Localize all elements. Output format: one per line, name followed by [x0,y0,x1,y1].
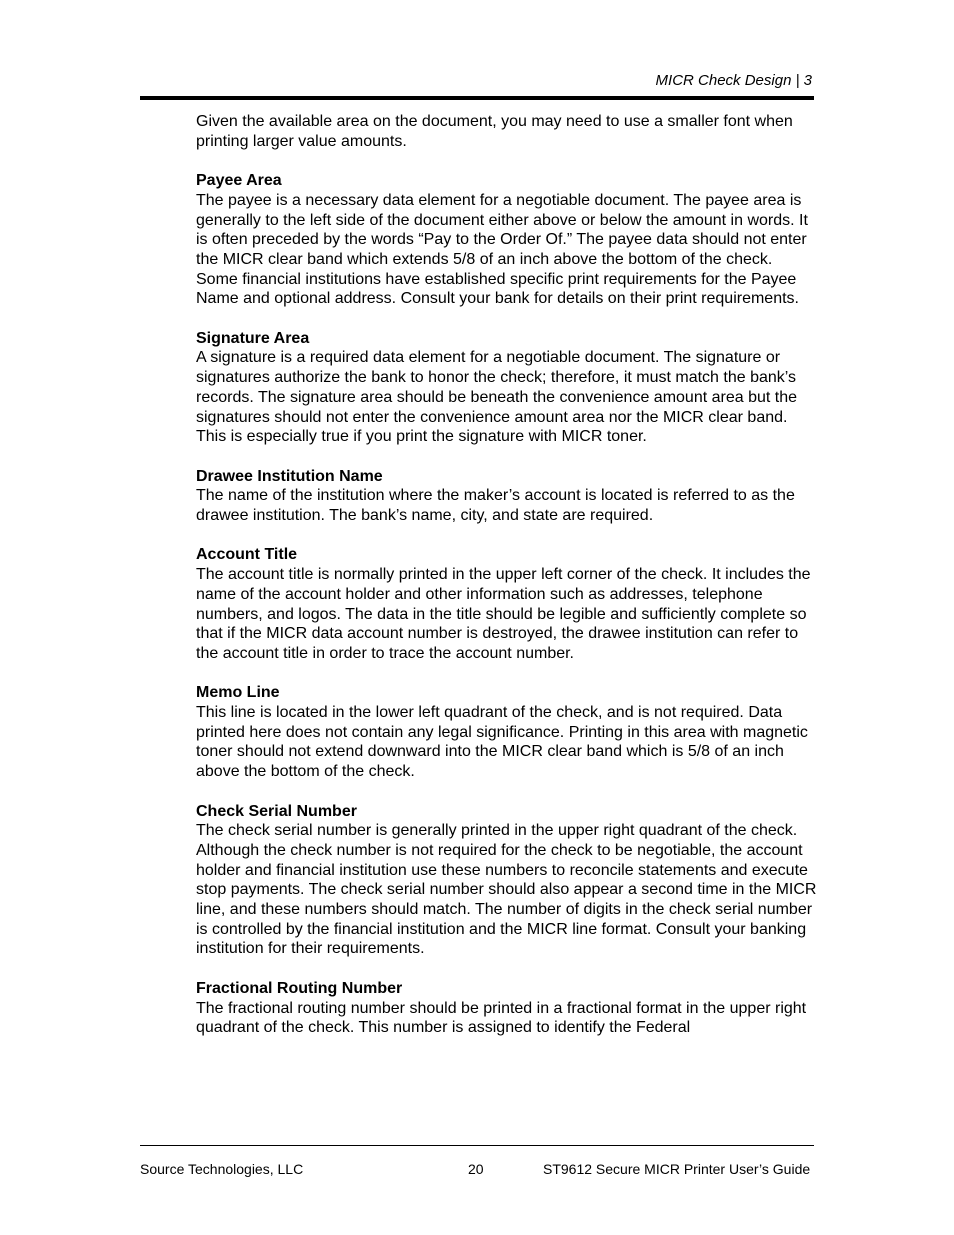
section-drawee-institution-name [196,467,818,526]
section-heading: Check Serial Number [196,802,357,820]
footer-rule [140,1145,814,1146]
section-heading: Drawee Institution Name [196,467,383,485]
section-heading: Account Title [196,546,298,564]
page-body [196,112,818,1038]
running-header: MICR Check Design | 3 [655,72,812,89]
section-body: The account title is normally printed in the upper left corner of the check. It includes the name of the account holder and other information such as addresses, telephone numbers, and logos. The data in the title should be legible and sufficiently complete so that if the MICR data account number is destroyed, the drawee institution can refer to the account title in order to trace the account number. [196,566,811,662]
section-body: The fractional routing number should be printed in a fractional format in the upper right quadrant of the check. This number is assigned to identify the Federal [196,999,807,1037]
section-heading: Fractional Routing Number [196,979,403,997]
section-body: The name of the institution where the maker’s account is located is referred to as the drawee institution. The bank’s name, city, and state are required. [196,487,795,525]
section-fractional-routing-number [196,979,818,1038]
section-heading: Memo Line [196,684,280,702]
intro-paragraph: Given the available area on the document, you may need to use a smaller font when printing larger value amounts. [196,113,793,150]
section-body: A signature is a required data element for a negotiable document. The signature or signatures authorize the bank to honor the check; therefore, it must match the bank’s records. The signature area should be beneath the convenience amount area but the signatures should not enter the convenience amount area nor the MICR clear band. This is especially true if you print the signature with MICR toner. [196,349,798,446]
section-body: The payee is a necessary data element for a negotiable document. The payee area is generally to the left side of the document either above or below the amount in words. It is often preceded by the words “Pay to the Order Of.” The payee data should not enter the MICR clear band which extends 5/8 of an inch above the bottom of the check. Some financial institutions have established specific print requirements for the Payee Name and optional address. Consult your bank for details on their print requirements. [196,191,808,308]
footer-guide-title: ST9612 Secure MICR Printer User’s Guide [543,1161,811,1177]
section-heading: Signature Area [196,329,310,347]
section-body: This line is located in the lower left quadrant of the check, and is not required. Data printed here does not contain any legal significance. Printing in this area with magnetic toner should not extend downward into the MICR clear band which is 5/8 of an inch above the bottom of the check. [196,704,808,781]
section-memo-line [196,683,818,782]
footer-company: Source Technologies, LLC [140,1161,304,1177]
section-body: The check serial number is generally printed in the upper right quadrant of the check. Although the check number is not required for the check to be negotiable, the account holder and financial institution use these numbers to reconcile statements and execute stop payments. The check serial number should also appear a second time in the MICR line, and these numbers should match. The number of digits in the check serial number is controlled by the financial institution and the MICR line format. Consult your banking institution for their requirements. [196,822,817,958]
page-number: 20 [468,1161,484,1177]
section-payee-area [196,171,818,309]
header-rule [140,96,814,100]
section-heading: Payee Area [196,172,282,190]
section-signature-area [196,329,818,447]
section-check-serial-number [196,802,818,960]
section-account-title [196,545,818,663]
